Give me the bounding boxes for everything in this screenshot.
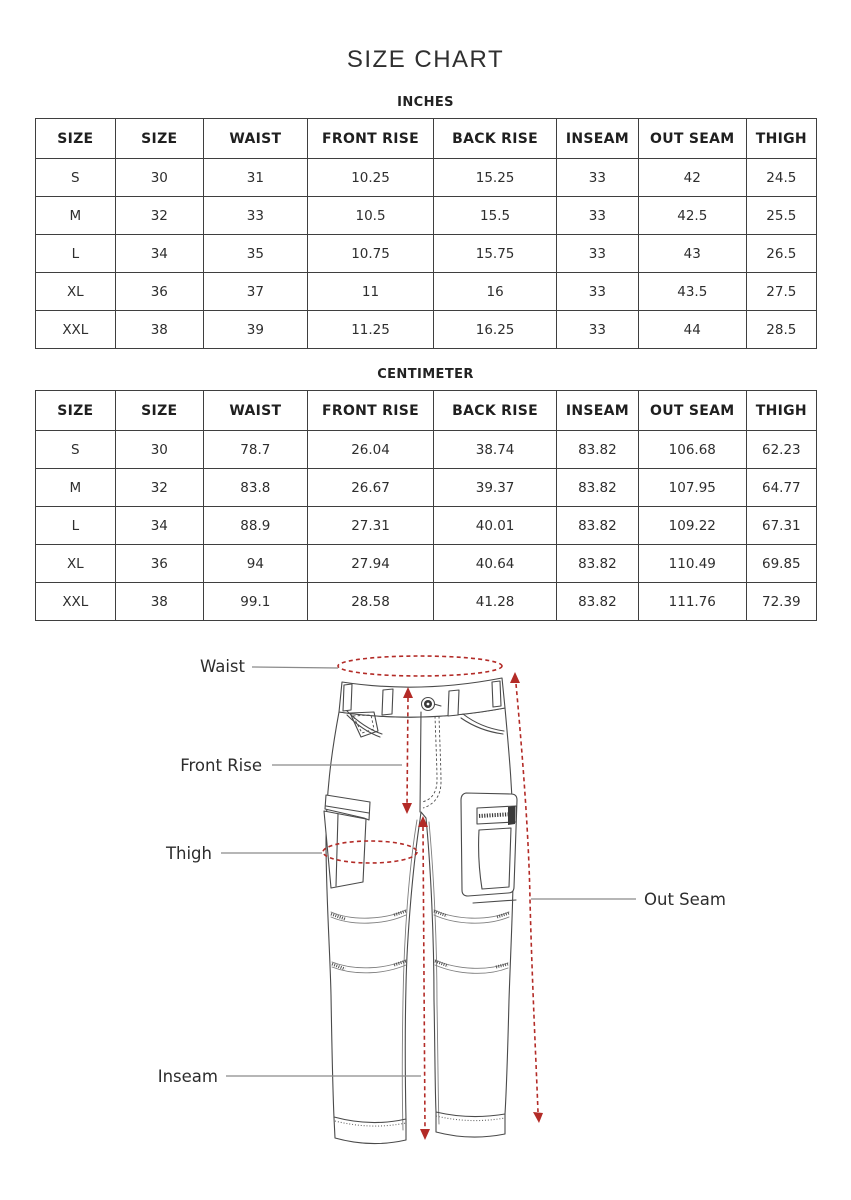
value-cell: 109.22 xyxy=(638,507,746,545)
col-header-out-seam: OUT SEAM xyxy=(638,119,746,159)
value-cell: 33 xyxy=(556,159,638,197)
value-cell: 69.85 xyxy=(746,545,816,583)
inseam-label: Inseam xyxy=(157,1067,218,1086)
cargo-pocket-left-body xyxy=(324,811,366,888)
belt-loop xyxy=(382,689,393,715)
value-cell: 16 xyxy=(434,273,557,311)
value-cell: 38 xyxy=(115,311,203,349)
waist-label: Waist xyxy=(199,657,245,676)
table-row xyxy=(36,159,817,197)
size-cell: XL xyxy=(36,545,116,583)
col-header-out-seam: OUT SEAM xyxy=(638,391,746,431)
table-row xyxy=(36,197,817,235)
value-cell: 40.01 xyxy=(434,507,557,545)
value-cell: 107.95 xyxy=(638,469,746,507)
thigh-label: Thigh xyxy=(165,844,212,863)
value-cell: 67.31 xyxy=(746,507,816,545)
pants-body-outline xyxy=(326,708,513,1144)
value-cell: 88.9 xyxy=(203,507,307,545)
value-cell: 24.5 xyxy=(746,159,816,197)
value-cell: 25.5 xyxy=(746,197,816,235)
arrow-down-icon xyxy=(533,1112,543,1123)
value-cell: 27.5 xyxy=(746,273,816,311)
value-cell: 36 xyxy=(115,273,203,311)
col-header-size: SIZE xyxy=(36,119,116,159)
value-cell: 41.28 xyxy=(434,583,557,621)
size-cell: L xyxy=(36,507,116,545)
value-cell: 34 xyxy=(115,507,203,545)
waistband xyxy=(339,678,505,717)
cargo-zipper-pull xyxy=(508,806,515,825)
waist-leader-line xyxy=(252,667,338,668)
belt-loop xyxy=(448,690,459,716)
size-cell: S xyxy=(36,431,116,469)
value-cell: 35 xyxy=(203,235,307,273)
value-cell: 111.76 xyxy=(638,583,746,621)
centimeter-size-table xyxy=(35,390,817,621)
table-header-row xyxy=(36,119,817,159)
col-header-waist: WAIST xyxy=(203,119,307,159)
value-cell: 32 xyxy=(115,197,203,235)
value-cell: 78.7 xyxy=(203,431,307,469)
value-cell: 10.5 xyxy=(307,197,434,235)
size-cell: XXL xyxy=(36,583,116,621)
value-cell: 94 xyxy=(203,545,307,583)
value-cell: 11.25 xyxy=(307,311,434,349)
value-cell: 15.75 xyxy=(434,235,557,273)
size-cell: M xyxy=(36,469,116,507)
value-cell: 37 xyxy=(203,273,307,311)
out-seam-measure-line xyxy=(516,684,538,1112)
table-row xyxy=(36,507,817,545)
page-title: SIZE CHART xyxy=(346,46,505,73)
value-cell: 16.25 xyxy=(434,311,557,349)
value-cell: 31 xyxy=(203,159,307,197)
col-header-back-rise: BACK RISE xyxy=(434,391,557,431)
value-cell: 28.58 xyxy=(307,583,434,621)
value-cell: 36 xyxy=(115,545,203,583)
value-cell: 42.5 xyxy=(638,197,746,235)
table-row xyxy=(36,583,817,621)
value-cell: 10.75 xyxy=(307,235,434,273)
centimeter-label: CENTIMETER xyxy=(377,367,474,382)
value-cell: 10.25 xyxy=(307,159,434,197)
size-cell: L xyxy=(36,235,116,273)
value-cell: 33 xyxy=(556,273,638,311)
value-cell: 64.77 xyxy=(746,469,816,507)
value-cell: 83.82 xyxy=(556,431,638,469)
col-header-size: SIZE xyxy=(36,391,116,431)
out-seam-label: Out Seam xyxy=(644,890,726,909)
value-cell: 43.5 xyxy=(638,273,746,311)
value-cell: 34 xyxy=(115,235,203,273)
inches-label: INCHES xyxy=(397,95,454,110)
col-header-waist: WAIST xyxy=(203,391,307,431)
table-row xyxy=(36,431,817,469)
col-header-thigh: THIGH xyxy=(746,391,816,431)
waist-measure-ellipse xyxy=(338,656,502,676)
belt-loop xyxy=(343,684,352,711)
value-cell: 38 xyxy=(115,583,203,621)
col-header-inseam: INSEAM xyxy=(556,391,638,431)
value-cell: 28.5 xyxy=(746,311,816,349)
value-cell: 15.25 xyxy=(434,159,557,197)
inches-size-table xyxy=(35,118,817,349)
value-cell: 33 xyxy=(203,197,307,235)
value-cell: 26.67 xyxy=(307,469,434,507)
value-cell: 83.82 xyxy=(556,583,638,621)
value-cell: 30 xyxy=(115,431,203,469)
size-cell: XXL xyxy=(36,311,116,349)
value-cell: 15.5 xyxy=(434,197,557,235)
value-cell: 11 xyxy=(307,273,434,311)
size-cell: XL xyxy=(36,273,116,311)
value-cell: 40.64 xyxy=(434,545,557,583)
value-cell: 26.5 xyxy=(746,235,816,273)
value-cell: 30 xyxy=(115,159,203,197)
value-cell: 44 xyxy=(638,311,746,349)
value-cell: 106.68 xyxy=(638,431,746,469)
value-cell: 62.23 xyxy=(746,431,816,469)
col-header-size-num: SIZE xyxy=(115,119,203,159)
table-row xyxy=(36,545,817,583)
col-header-front-rise: FRONT RISE xyxy=(307,119,434,159)
table-row xyxy=(36,235,817,273)
value-cell: 83.82 xyxy=(556,469,638,507)
arrow-down-icon xyxy=(420,1129,430,1140)
front-rise-label: Front Rise xyxy=(180,756,262,775)
arrow-up-icon xyxy=(510,672,520,683)
value-cell: 38.74 xyxy=(434,431,557,469)
value-cell: 33 xyxy=(556,311,638,349)
value-cell: 27.31 xyxy=(307,507,434,545)
value-cell: 27.94 xyxy=(307,545,434,583)
col-header-back-rise: BACK RISE xyxy=(434,119,557,159)
value-cell: 42 xyxy=(638,159,746,197)
col-header-thigh: THIGH xyxy=(746,119,816,159)
table-row xyxy=(36,469,817,507)
value-cell: 110.49 xyxy=(638,545,746,583)
belt-loop xyxy=(492,681,501,707)
col-header-front-rise: FRONT RISE xyxy=(307,391,434,431)
value-cell: 72.39 xyxy=(746,583,816,621)
pants-measurement-diagram xyxy=(0,640,851,1170)
table-row xyxy=(36,311,817,349)
value-cell: 33 xyxy=(556,235,638,273)
size-cell: M xyxy=(36,197,116,235)
value-cell: 99.1 xyxy=(203,583,307,621)
table-row xyxy=(36,273,817,311)
col-header-inseam: INSEAM xyxy=(556,119,638,159)
value-cell: 33 xyxy=(556,197,638,235)
value-cell: 83.8 xyxy=(203,469,307,507)
inseam-measure-line xyxy=(423,827,425,1130)
value-cell: 43 xyxy=(638,235,746,273)
col-header-size-num: SIZE xyxy=(115,391,203,431)
table-header-row xyxy=(36,391,817,431)
value-cell: 39 xyxy=(203,311,307,349)
value-cell: 39.37 xyxy=(434,469,557,507)
value-cell: 83.82 xyxy=(556,545,638,583)
size-cell: S xyxy=(36,159,116,197)
value-cell: 83.82 xyxy=(556,507,638,545)
value-cell: 32 xyxy=(115,469,203,507)
value-cell: 26.04 xyxy=(307,431,434,469)
